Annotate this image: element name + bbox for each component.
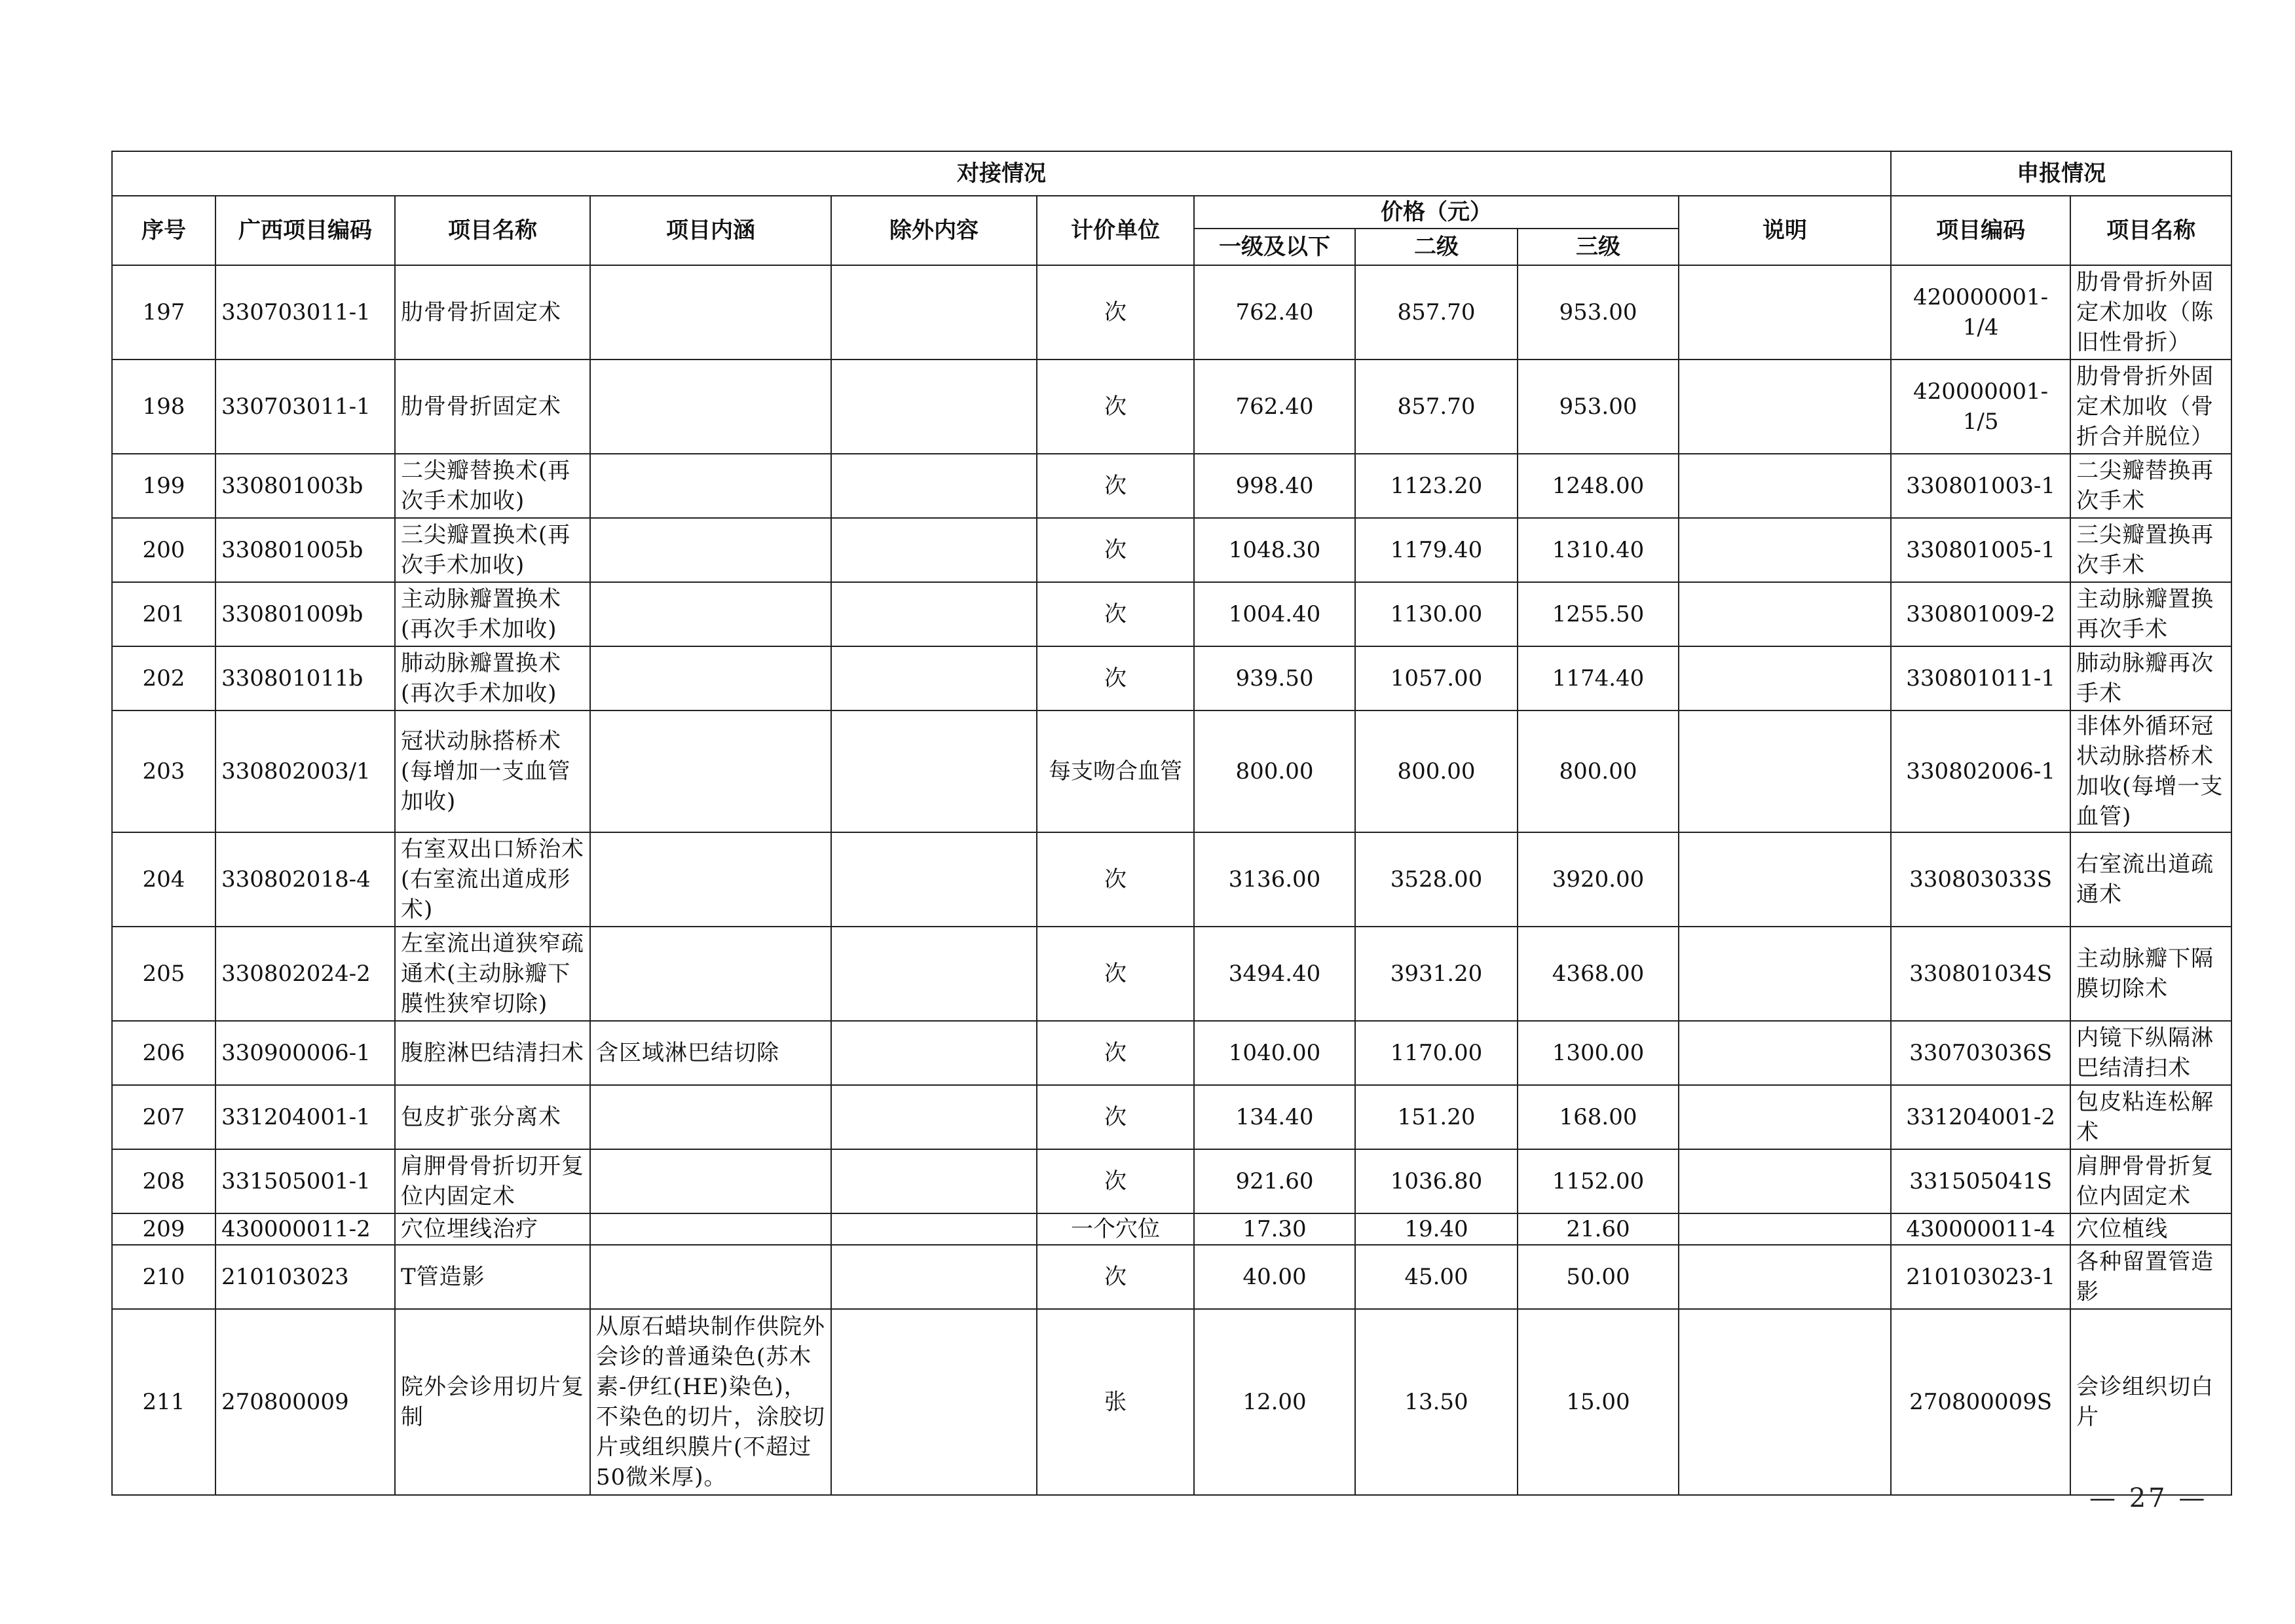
cell-seq: 202 <box>112 646 215 710</box>
cell-content <box>590 1245 831 1309</box>
cell-seq: 198 <box>112 360 215 454</box>
cell-price-3: 168.00 <box>1518 1085 1679 1149</box>
cell-decl-code: 330803033S <box>1891 832 2070 927</box>
cell-except <box>831 710 1037 832</box>
cell-content <box>590 646 831 710</box>
cell-price-1: 800.00 <box>1194 710 1355 832</box>
cell-seq: 205 <box>112 927 215 1021</box>
cell-price-2: 1057.00 <box>1355 646 1518 710</box>
cell-unit: 次 <box>1037 265 1194 360</box>
group-header-docking: 对接情况 <box>112 151 1891 196</box>
cell-seq: 209 <box>112 1213 215 1245</box>
cell-decl-name: 各种留置管造影 <box>2070 1245 2231 1309</box>
cell-gx-code: 210103023 <box>215 1245 395 1309</box>
cell-price-1: 3136.00 <box>1194 832 1355 927</box>
cell-price-1: 939.50 <box>1194 646 1355 710</box>
cell-decl-code: 330801009-2 <box>1891 582 2070 646</box>
cell-name: 穴位埋线治疗 <box>395 1213 590 1245</box>
cell-seq: 208 <box>112 1149 215 1213</box>
cell-unit: 次 <box>1037 927 1194 1021</box>
cell-unit: 次 <box>1037 582 1194 646</box>
cell-decl-code: 330703036S <box>1891 1021 2070 1085</box>
cell-gx-code: 330703011-1 <box>215 360 395 454</box>
cell-seq: 207 <box>112 1085 215 1149</box>
table-row <box>112 1085 2231 1149</box>
cell-decl-name: 主动脉瓣下隔膜切除术 <box>2070 927 2231 1021</box>
cell-decl-code: 331505041S <box>1891 1149 2070 1213</box>
cell-unit: 次 <box>1037 360 1194 454</box>
col-header-gx-code: 广西项目编码 <box>215 196 395 265</box>
cell-price-1: 762.40 <box>1194 265 1355 360</box>
cell-price-3: 50.00 <box>1518 1245 1679 1309</box>
cell-seq: 211 <box>112 1309 215 1495</box>
cell-price-2: 1170.00 <box>1355 1021 1518 1085</box>
page-number: — 27 — <box>2089 1483 2208 1513</box>
cell-decl-code: 330801011-1 <box>1891 646 2070 710</box>
cell-price-2: 1130.00 <box>1355 582 1518 646</box>
cell-note <box>1679 1309 1891 1495</box>
cell-gx-code: 330801005b <box>215 518 395 582</box>
cell-name: 肋骨骨折固定术 <box>395 360 590 454</box>
cell-seq: 201 <box>112 582 215 646</box>
col-header-price-2: 二级 <box>1355 229 1518 265</box>
table-row <box>112 1149 2231 1213</box>
col-header-price-3: 三级 <box>1518 229 1679 265</box>
cell-content <box>590 1213 831 1245</box>
cell-unit: 次 <box>1037 1085 1194 1149</box>
cell-content <box>590 832 831 927</box>
cell-price-2: 19.40 <box>1355 1213 1518 1245</box>
table-row <box>112 518 2231 582</box>
cell-price-2: 3528.00 <box>1355 832 1518 927</box>
cell-name: 肺动脉瓣置换术(再次手术加收) <box>395 646 590 710</box>
cell-price-3: 953.00 <box>1518 360 1679 454</box>
cell-decl-name: 主动脉瓣置换再次手术 <box>2070 582 2231 646</box>
cell-name: 三尖瓣置换术(再次手术加收) <box>395 518 590 582</box>
table-row <box>112 454 2231 518</box>
cell-seq: 203 <box>112 710 215 832</box>
cell-name: 包皮扩张分离术 <box>395 1085 590 1149</box>
cell-content: 从原石蜡块制作供院外会诊的普通染色(苏木素-伊红(HE)染色)，不染色的切片，涂胶切片或组织膜片(不超过50微米厚)。 <box>590 1309 831 1495</box>
cell-content <box>590 927 831 1021</box>
cell-except <box>831 1021 1037 1085</box>
cell-price-3: 15.00 <box>1518 1309 1679 1495</box>
cell-unit: 一个穴位 <box>1037 1213 1194 1245</box>
cell-content <box>590 582 831 646</box>
cell-decl-name: 二尖瓣替换再次手术 <box>2070 454 2231 518</box>
cell-decl-code: 430000011-4 <box>1891 1213 2070 1245</box>
cell-unit: 次 <box>1037 1245 1194 1309</box>
cell-note <box>1679 1085 1891 1149</box>
col-header-note: 说明 <box>1679 196 1891 265</box>
cell-except <box>831 1213 1037 1245</box>
table-header <box>112 151 2231 265</box>
col-header-decl-code: 项目编码 <box>1891 196 2070 265</box>
cell-decl-code: 330801005-1 <box>1891 518 2070 582</box>
cell-price-1: 921.60 <box>1194 1149 1355 1213</box>
cell-seq: 204 <box>112 832 215 927</box>
cell-gx-code: 330802003/1 <box>215 710 395 832</box>
cell-decl-name: 三尖瓣置换再次手术 <box>2070 518 2231 582</box>
cell-note <box>1679 1149 1891 1213</box>
cell-unit: 每支吻合血管 <box>1037 710 1194 832</box>
cell-content <box>590 265 831 360</box>
cell-name: 肩胛骨骨折切开复位内固定术 <box>395 1149 590 1213</box>
cell-price-2: 1036.80 <box>1355 1149 1518 1213</box>
cell-price-2: 800.00 <box>1355 710 1518 832</box>
table-row <box>112 1309 2231 1495</box>
cell-gx-code: 330900006-1 <box>215 1021 395 1085</box>
cell-decl-name: 穴位植线 <box>2070 1213 2231 1245</box>
cell-gx-code: 270800009 <box>215 1309 395 1495</box>
cell-content <box>590 710 831 832</box>
cell-note <box>1679 1021 1891 1085</box>
cell-price-1: 12.00 <box>1194 1309 1355 1495</box>
cell-unit: 张 <box>1037 1309 1194 1495</box>
cell-decl-code: 420000001-1/4 <box>1891 265 2070 360</box>
cell-note <box>1679 927 1891 1021</box>
cell-decl-code: 210103023-1 <box>1891 1245 2070 1309</box>
cell-name: 肋骨骨折固定术 <box>395 265 590 360</box>
cell-decl-code: 330801034S <box>1891 927 2070 1021</box>
cell-gx-code: 330703011-1 <box>215 265 395 360</box>
cell-decl-name: 非体外循环冠状动脉搭桥术加收(每增一支血管) <box>2070 710 2231 832</box>
col-header-except: 除外内容 <box>831 196 1037 265</box>
cell-note <box>1679 518 1891 582</box>
cell-decl-code: 330802006-1 <box>1891 710 2070 832</box>
cell-name: T管造影 <box>395 1245 590 1309</box>
cell-price-3: 3920.00 <box>1518 832 1679 927</box>
cell-except <box>831 582 1037 646</box>
cell-except <box>831 265 1037 360</box>
cell-price-2: 13.50 <box>1355 1309 1518 1495</box>
cell-name: 腹腔淋巴结清扫术 <box>395 1021 590 1085</box>
cell-except <box>831 646 1037 710</box>
cell-price-2: 45.00 <box>1355 1245 1518 1309</box>
cell-except <box>831 1149 1037 1213</box>
price-table <box>111 151 2232 1496</box>
cell-price-2: 1123.20 <box>1355 454 1518 518</box>
cell-price-3: 21.60 <box>1518 1213 1679 1245</box>
cell-gx-code: 330801011b <box>215 646 395 710</box>
cell-note <box>1679 1213 1891 1245</box>
group-header-declaration: 申报情况 <box>1891 151 2231 196</box>
col-header-seq: 序号 <box>112 196 215 265</box>
cell-note <box>1679 582 1891 646</box>
table-row <box>112 360 2231 454</box>
cell-price-2: 1179.40 <box>1355 518 1518 582</box>
cell-content: 含区域淋巴结切除 <box>590 1021 831 1085</box>
cell-except <box>831 832 1037 927</box>
cell-content <box>590 518 831 582</box>
cell-price-1: 1004.40 <box>1194 582 1355 646</box>
cell-seq: 206 <box>112 1021 215 1085</box>
cell-note <box>1679 454 1891 518</box>
cell-name: 二尖瓣替换术(再次手术加收) <box>395 454 590 518</box>
cell-price-1: 998.40 <box>1194 454 1355 518</box>
cell-price-1: 17.30 <box>1194 1213 1355 1245</box>
cell-seq: 200 <box>112 518 215 582</box>
cell-except <box>831 454 1037 518</box>
cell-decl-name: 肩胛骨骨折复位内固定术 <box>2070 1149 2231 1213</box>
cell-name: 院外会诊用切片复制 <box>395 1309 590 1495</box>
cell-price-2: 857.70 <box>1355 360 1518 454</box>
col-header-decl-name: 项目名称 <box>2070 196 2231 265</box>
cell-price-3: 1152.00 <box>1518 1149 1679 1213</box>
cell-note <box>1679 360 1891 454</box>
cell-gx-code: 430000011-2 <box>215 1213 395 1245</box>
cell-seq: 197 <box>112 265 215 360</box>
cell-name: 冠状动脉搭桥术(每增加一支血管加收) <box>395 710 590 832</box>
cell-note <box>1679 710 1891 832</box>
col-header-price-1: 一级及以下 <box>1194 229 1355 265</box>
cell-price-1: 3494.40 <box>1194 927 1355 1021</box>
cell-name: 右室双出口矫治术(右室流出道成形术) <box>395 832 590 927</box>
col-header-price: 价格（元） <box>1194 196 1679 229</box>
col-header-name: 项目名称 <box>395 196 590 265</box>
table-body <box>112 265 2231 1495</box>
cell-decl-name: 包皮粘连松解术 <box>2070 1085 2231 1149</box>
cell-gx-code: 331204001-1 <box>215 1085 395 1149</box>
cell-gx-code: 331505001-1 <box>215 1149 395 1213</box>
cell-decl-code: 331204001-2 <box>1891 1085 2070 1149</box>
table-row <box>112 710 2231 832</box>
cell-content <box>590 1149 831 1213</box>
cell-price-1: 40.00 <box>1194 1245 1355 1309</box>
cell-decl-name: 内镜下纵隔淋巴结清扫术 <box>2070 1021 2231 1085</box>
col-header-unit: 计价单位 <box>1037 196 1194 265</box>
cell-decl-name: 右室流出道疏通术 <box>2070 832 2231 927</box>
cell-unit: 次 <box>1037 518 1194 582</box>
cell-unit: 次 <box>1037 1149 1194 1213</box>
cell-price-2: 3931.20 <box>1355 927 1518 1021</box>
table-row <box>112 1213 2231 1245</box>
cell-gx-code: 330801009b <box>215 582 395 646</box>
cell-price-3: 4368.00 <box>1518 927 1679 1021</box>
cell-gx-code: 330802024-2 <box>215 927 395 1021</box>
table-row <box>112 582 2231 646</box>
cell-price-2: 151.20 <box>1355 1085 1518 1149</box>
cell-note <box>1679 832 1891 927</box>
table-row <box>112 646 2231 710</box>
cell-note <box>1679 265 1891 360</box>
cell-price-1: 134.40 <box>1194 1085 1355 1149</box>
cell-except <box>831 1309 1037 1495</box>
cell-price-3: 1174.40 <box>1518 646 1679 710</box>
cell-except <box>831 360 1037 454</box>
cell-price-3: 800.00 <box>1518 710 1679 832</box>
cell-decl-name: 肺动脉瓣再次手术 <box>2070 646 2231 710</box>
cell-unit: 次 <box>1037 454 1194 518</box>
cell-gx-code: 330801003b <box>215 454 395 518</box>
cell-except <box>831 927 1037 1021</box>
cell-price-1: 1040.00 <box>1194 1021 1355 1085</box>
cell-decl-code: 270800009S <box>1891 1309 2070 1495</box>
cell-seq: 199 <box>112 454 215 518</box>
table-row <box>112 265 2231 360</box>
cell-content <box>590 1085 831 1149</box>
cell-except <box>831 1245 1037 1309</box>
cell-unit: 次 <box>1037 646 1194 710</box>
cell-price-3: 1310.40 <box>1518 518 1679 582</box>
cell-price-1: 1048.30 <box>1194 518 1355 582</box>
cell-seq: 210 <box>112 1245 215 1309</box>
cell-price-3: 953.00 <box>1518 265 1679 360</box>
cell-gx-code: 330802018-4 <box>215 832 395 927</box>
cell-content <box>590 454 831 518</box>
table-row <box>112 927 2231 1021</box>
cell-note <box>1679 646 1891 710</box>
cell-price-3: 1300.00 <box>1518 1021 1679 1085</box>
cell-price-1: 762.40 <box>1194 360 1355 454</box>
cell-decl-name: 肋骨骨折外固定术加收（骨折合并脱位） <box>2070 360 2231 454</box>
cell-content <box>590 360 831 454</box>
cell-price-3: 1255.50 <box>1518 582 1679 646</box>
col-header-content: 项目内涵 <box>590 196 831 265</box>
cell-unit: 次 <box>1037 1021 1194 1085</box>
cell-decl-name: 会诊组织切白片 <box>2070 1309 2231 1495</box>
cell-unit: 次 <box>1037 832 1194 927</box>
cell-decl-code: 330801003-1 <box>1891 454 2070 518</box>
cell-decl-code: 420000001-1/5 <box>1891 360 2070 454</box>
cell-price-2: 857.70 <box>1355 265 1518 360</box>
cell-except <box>831 518 1037 582</box>
cell-decl-name: 肋骨骨折外固定术加收（陈旧性骨折） <box>2070 265 2231 360</box>
table-row <box>112 832 2231 927</box>
cell-price-3: 1248.00 <box>1518 454 1679 518</box>
cell-except <box>831 1085 1037 1149</box>
table-row <box>112 1245 2231 1309</box>
table-row <box>112 1021 2231 1085</box>
cell-name: 左室流出道狭窄疏通术(主动脉瓣下膜性狭窄切除) <box>395 927 590 1021</box>
cell-note <box>1679 1245 1891 1309</box>
cell-name: 主动脉瓣置换术(再次手术加收) <box>395 582 590 646</box>
